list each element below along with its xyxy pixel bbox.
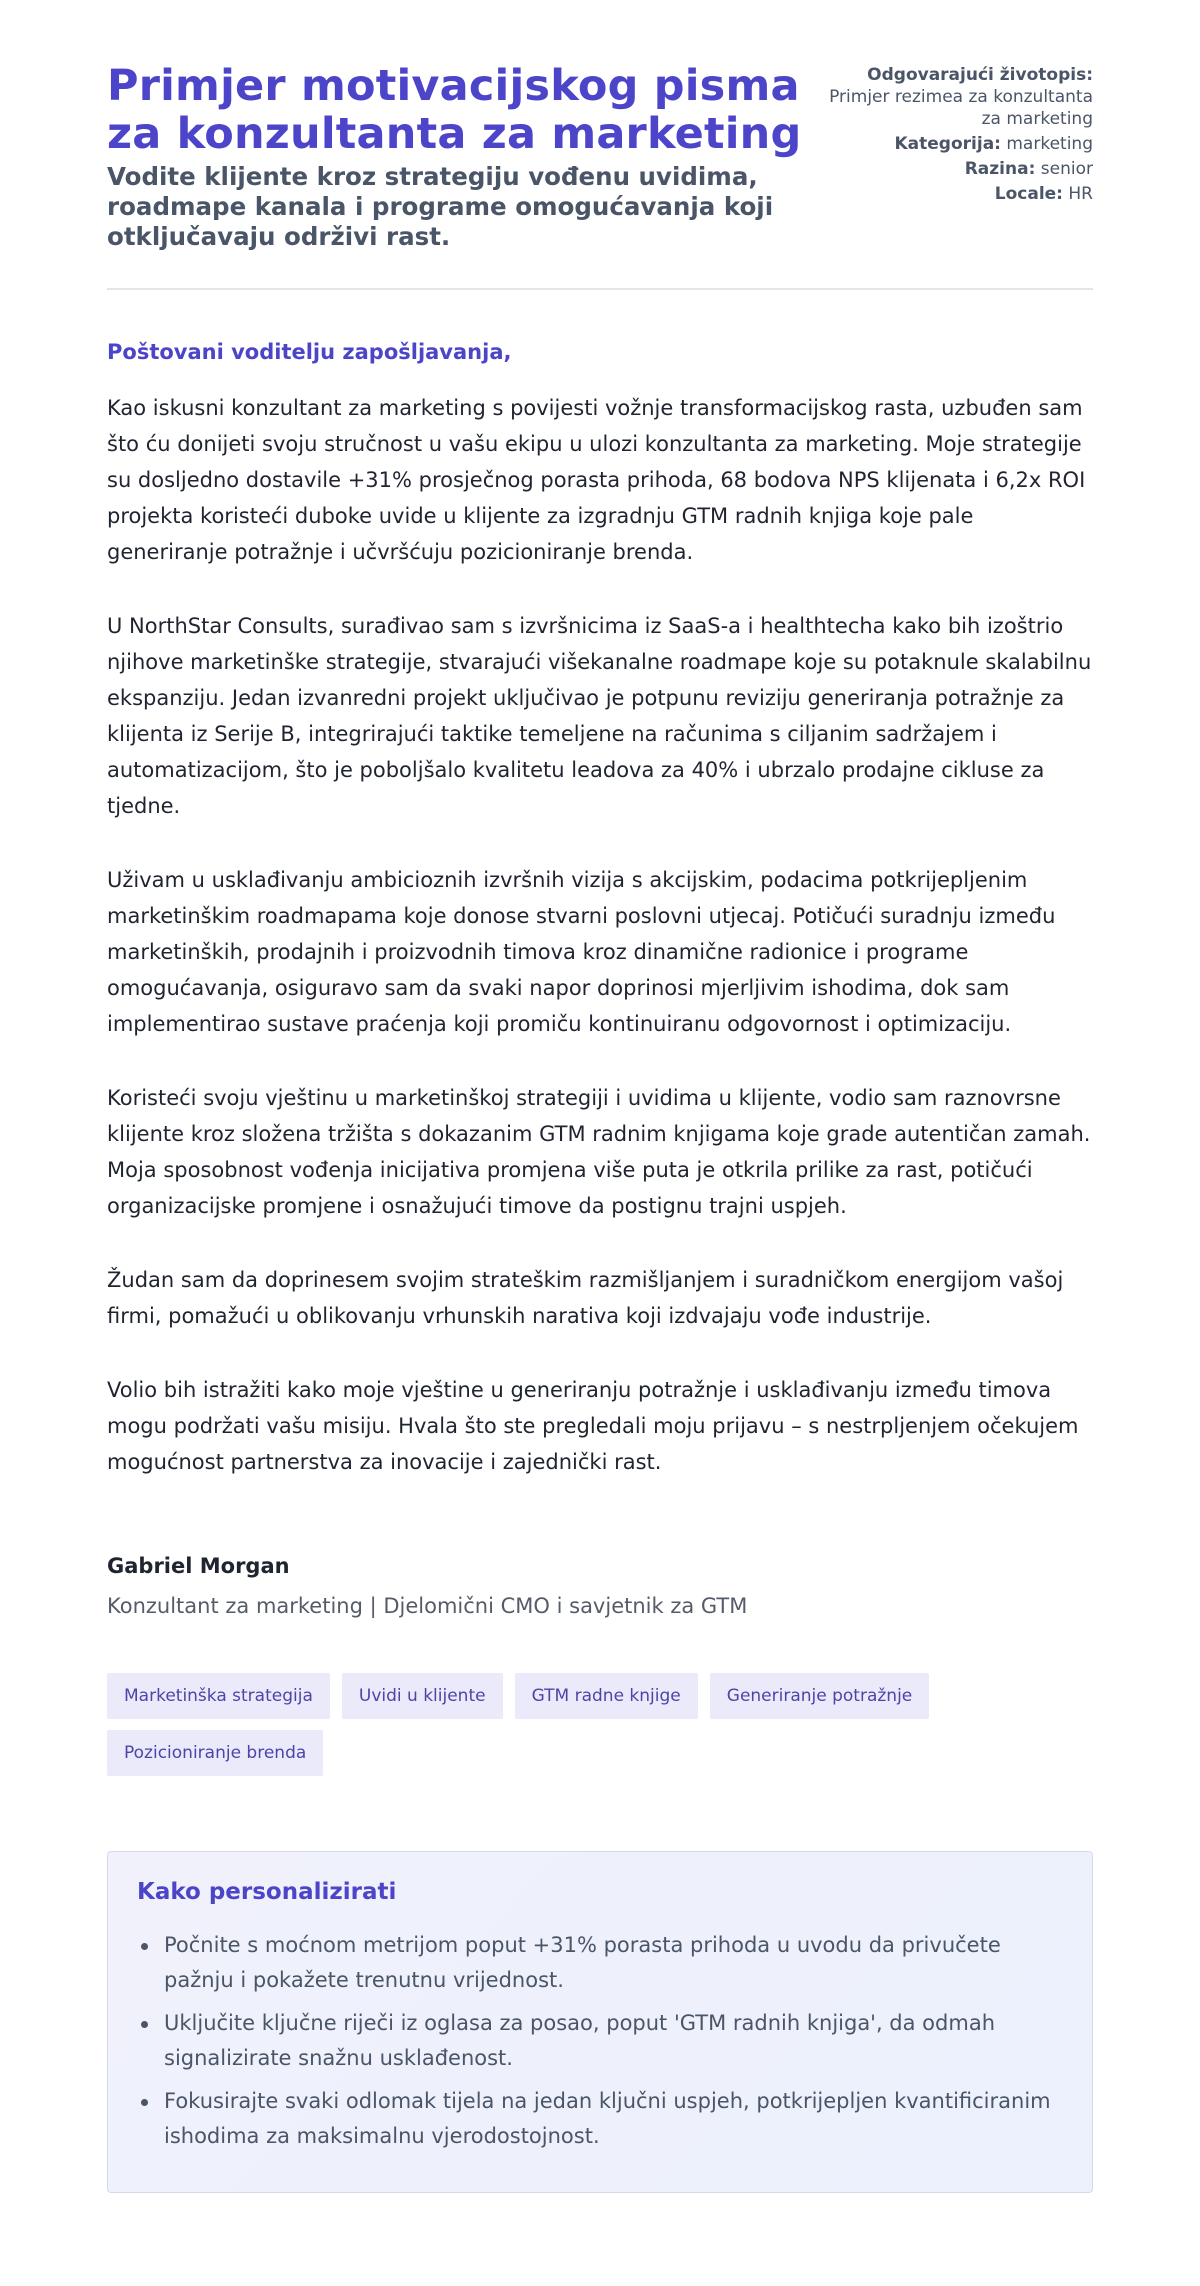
letter-body [107, 390, 1093, 1480]
meta-locale [817, 183, 1093, 205]
signature-name: Gabriel Morgan [107, 1554, 290, 1578]
meta-level-label: Razina: [964, 159, 1036, 179]
letter-paragraph: Kao iskusni konzultant za marketing s povijesti vožnje transformacijskog rasta, uzbuđen sam što ću donijeti svoju stručnost u vašu ekipu u ulozi konzultanta za marketing. Moje strategije su dosljedno dostavile +31% prosječnog porasta prihoda, 68 bodova NPS klijenata i 6,2x ROI projekta koristeći duboke uvide u klijente za izgradnju GTM radnih knjiga koje pale generiranje potražnje i učvršćuju pozicioniranje brenda. [107, 396, 1086, 564]
meta-resume-label: Odgovarajući životopis: [867, 65, 1093, 85]
skill-tag: GTM radne knjige [515, 1673, 698, 1719]
letter-paragraph: Uživam u usklađivanju ambicioznih izvršnih vizija s akcijskim, podacima potkrijepljenim marketinškim roadmapama koje donose stvarni poslovni utjecaj. Potičući suradnju između marketinških, prodajnih i proizvodnih timova kroz dinamične radionice i programe omogućavanja, osiguravo sam da svaki napor doprinosi mjerljivim ishodima, dok sam implementirao sustave praćenja koji promiču kontinuiranu odgovornost i optimizaciju. [107, 868, 1056, 1036]
skill-tag: Pozicioniranje brenda [107, 1730, 323, 1776]
signature-block [107, 1552, 1093, 1620]
skill-tag: Generiranje potražnje [710, 1673, 930, 1719]
letter-paragraph: Žudan sam da doprinesem svojim strateškim razmišljanjem i suradničkom energijom vašoj firmi, pomažući u oblikovanju vrhunskih narativa koji izdvajaju vođe industrije. [107, 1268, 1064, 1328]
meta-locale-value: HR [1068, 184, 1093, 204]
personalization-tips-box [107, 1851, 1093, 2193]
meta-panel [817, 62, 1093, 208]
tips-item: Počnite s moćnom metrijom poput +31% porasta prihoda u uvodu da privučete pažnju i pokažete trenutnu vrijednost. [164, 1928, 1064, 1998]
tips-list [137, 1928, 1064, 2154]
tips-item: Fokusirajte svaki odlomak tijela na jedan ključni uspjeh, potkrijepljen kvantificiranim ishodima za maksimalnu vjerodostojnost. [164, 2084, 1064, 2154]
page-title: Primjer motivacijskog pisma za konzultanta za marketing [107, 61, 802, 159]
meta-category [817, 133, 1093, 155]
skill-tags [107, 1673, 1007, 1776]
tips-title: Kako personalizirati [137, 1879, 397, 1905]
meta-level-value: senior [1040, 159, 1093, 179]
letter-paragraph: Koristeći svoju vještinu u marketinškoj strategiji i uvidima u klijente, vodio sam raznovrsne klijente kroz složena tržišta s dokazanim GTM radnim knjigama koje grade autentičan zamah. Moja sposobnost vođenja inicijativa promjena više puta je otkrila prilike za rast, potičući organizacijske promjene i osnažujući timove da postignu trajni uspjeh. [107, 1086, 1091, 1218]
meta-resume [817, 64, 1093, 130]
page-subtitle: Vodite klijente kroz strategiju vođenu uvidima, roadmape kanala i programe omogućavanja koji otključavaju održivi rast. [107, 162, 774, 251]
skill-tag: Uvidi u klijente [342, 1673, 503, 1719]
letter-greeting: Poštovani voditelju zapošljavanja, [107, 340, 512, 364]
meta-category-label: Kategorija: [894, 134, 1001, 154]
skill-tag: Marketinška strategija [107, 1673, 330, 1719]
page-header [107, 62, 1093, 290]
meta-locale-label: Locale: [994, 184, 1063, 204]
signature-role: Konzultant za marketing | Djelomični CMO i savjetnik za GTM [107, 1594, 748, 1618]
tips-item: Uključite ključne riječi iz oglasa za posao, poput 'GTM radnih knjiga', da odmah signalizirate snažnu usklađenost. [164, 2006, 1064, 2076]
meta-level [817, 158, 1093, 180]
meta-category-value: marketing [1006, 134, 1093, 154]
header-titles [107, 62, 817, 252]
letter-paragraph: U NorthStar Consults, surađivao sam s izvršnicima iz SaaS-a i healthtecha kako bih izoštrio njihove marketinške strategije, stvarajući višekanalne roadmape koje su potaknule skalabilnu ekspanziju. Jedan izvanredni projekt uključivao je potpunu reviziju generiranja potražnje za klijenta iz Serije B, integrirajući taktike temeljene na računima s ciljanim sadržajem i automatizacijom, što je poboljšalo kvalitetu leadova za 40% i ubrzalo prodajne cikluse za tjedne. [107, 614, 1092, 818]
letter-paragraph: Volio bih istražiti kako moje vještine u generiranju potražnje i usklađivanju između timova mogu podržati vašu misiju. Hvala što ste pregledali moju prijavu – s nestrpljenjem očekujem mogućnost partnerstva za inovacije i zajednički rast. [107, 1378, 1079, 1474]
meta-resume-link[interactable]: Primjer rezimea za konzultanta za marketing [829, 87, 1093, 129]
